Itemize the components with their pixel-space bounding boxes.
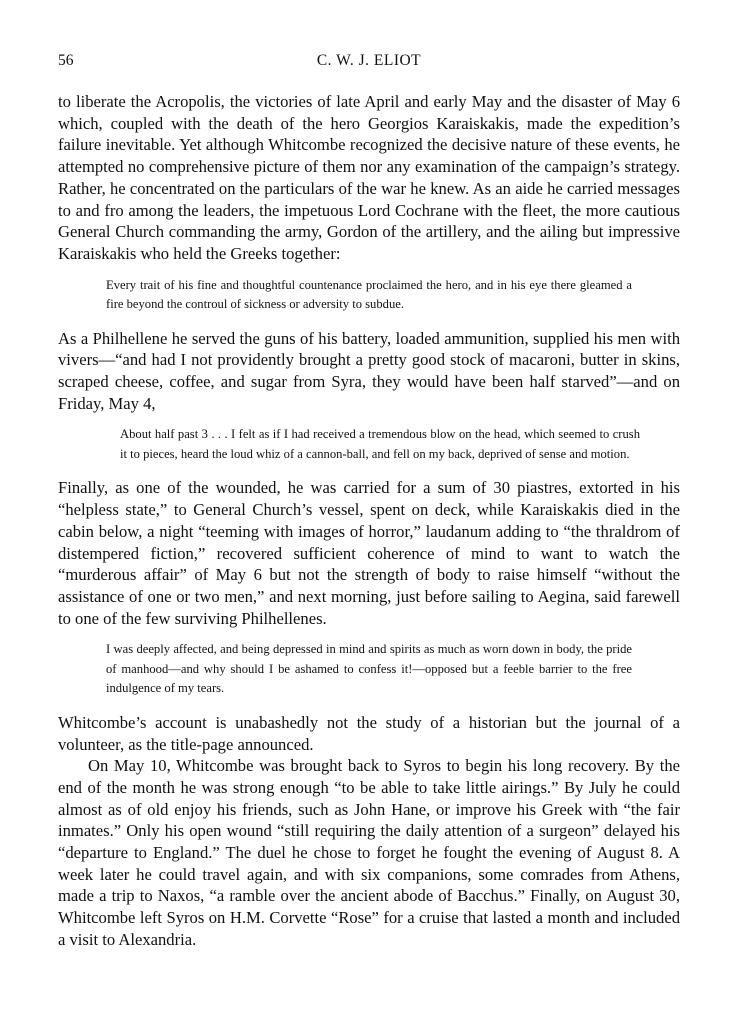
block-quote: About half past 3 . . . I felt as if I had received a tremendous blow on the head, which seemed to crush it to pieces, heard the loud whiz of a cannon-ball, and fell on my back, deprived of sense and motion. — [120, 427, 640, 461]
block-quote: I was deeply affected, and being depressed in mind and spirits as much as worn down in body, the pride of manhood—and why should I be ashamed to confess it!—opposed but a feeble barrier to the free indulgence of my tears. — [106, 642, 632, 696]
page-header — [58, 52, 680, 76]
body-text — [58, 91, 680, 951]
paragraph: Whitcombe’s account is unabashedly not the study of a historian but the journal of a volunteer, as the title-page announced. — [58, 712, 680, 754]
paragraph: Finally, as one of the wounded, he was carried for a sum of 30 piastres, extorted in his “helpless state,” to General Church’s vessel, spent on deck, while Karaiskakis died in the cabin below, a night “teeming with images of horror,” laudanum adding to “the thraldrom of distempered fiction,” recovered sufficient coherence of mind to want to watch the “murderous affair” of May 6 but not the strength of body to raise himself “without the assistance of one or two men,” and next morning, just before sailing to Aegina, said farewell to one of the few surviving Philhellenes. — [58, 478, 680, 628]
paragraph: As a Philhellene he served the guns of his battery, loaded ammunition, supplied his men with vivers—“and had I not providently brought a pretty good stock of macaroni, butter in skins, scraped cheese, coffee, and sugar from Syra, they would have been half starved”—and on Friday, May 4, — [58, 328, 680, 413]
block-quote: Every trait of his fine and thoughtful countenance proclaimed the hero, and in his eye there gleamed a fire beyond the controul of sickness or adversity to subdue. — [106, 277, 632, 312]
page-number: 56 — [58, 52, 74, 69]
paragraph: to liberate the Acropolis, the victories of late April and early May and the disaster of May 6 which, coupled with the death of the hero Georgios Karaiskakis, made the expedition’s failure inevitable. Yet although Whitcombe recognized the decisive nature of these events, he attempted no comprehensive picture of them nor any examination of the campaign’s strategy. Rather, he concentrated on the particulars of the war he knew. As an aide he carried messages to and fro among the leaders, the impetuous Lord Cochrane with the fleet, the more cautious General Church commanding the army, Gordon of the artillery, and the ailing but impressive Karaiskakis who held the Greeks together: — [58, 92, 680, 263]
running-head: C. W. J. ELIOT — [316, 52, 422, 69]
paragraph: On May 10, Whitcombe was brought back to Syros to begin his long recovery. By the end of the month he was strong enough “to be able to take little airings.” By July he could almost as of old enjoy his friends, such as John Hane, or improve his Greek with “the fair inmates.” Only his open wound “still requiring the daily attention of a surgeon” delayed his “departure to England.” The duel he chose to forget he fought the evening of August 8. A week later he could travel again, and with six companions, some comrades from Athens, made a trip to Naxos, “a ramble over the ancient abode of Bacchus.” Finally, on August 30, Whitcombe left Syros on H.M. Corvette “Rose” for a cruise that lasted a month and included a visit to Alexandria. — [58, 756, 680, 949]
